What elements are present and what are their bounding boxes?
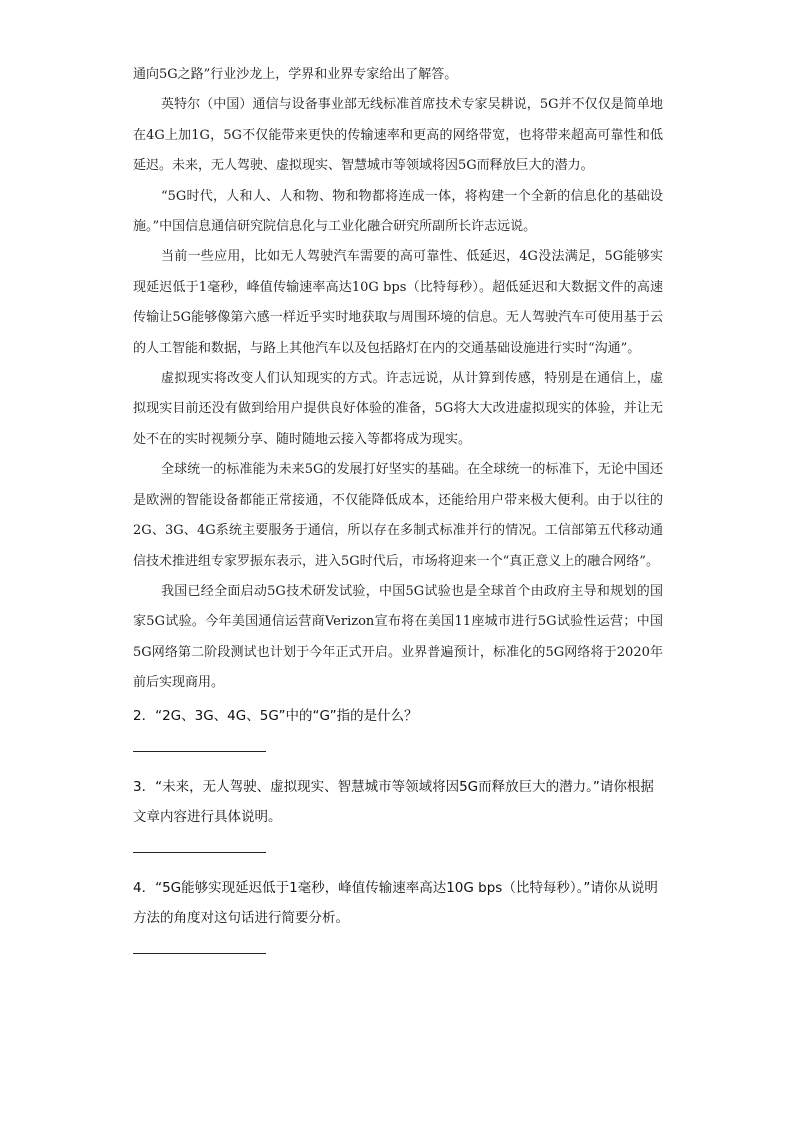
passage-paragraph-2: 英特尔（中国）通信与设备事业部无线标准首席技术专家吴耕说，5G并不仅仅是简单地在4G上加1G，5G不仅能带来更快的传输速率和更高的网络带宽，也将带来超高可靠性和低延迟。未来，无人驾驶、虚拟现实、智慧城市等领域将因5G而释放巨大的潜力。 bbox=[133, 97, 663, 174]
passage-paragraph-5: 虚拟现实将改变人们认知现实的方式。许志远说，从计算到传感，特别是在通信上，虚拟现实目前还没有做到给用户提供良好体验的准备，5G将大大改进虚拟现实的体验，并让无处不在的实时视频分享、随时随地云接入等都将成为现实。 bbox=[133, 371, 663, 447]
passage-paragraph-6: 全球统一的标准能为未来5G的发展打好坚实的基础。在全球统一的标准下，无论中国还是欧洲的智能设备都能正常接通，不仅能降低成本，还能给用户带来极大便利。由于以往的2G、3G、4G系统主要服务于通信，所以存在多制式标准并行的情况。工信部第五代移动通信技术推进组专家罗振东表示，进入5G时代后，市场将迎来一个“真正意义上的融合网络”。 bbox=[133, 462, 663, 569]
answer-line-4[interactable] bbox=[133, 953, 266, 954]
passage-paragraph-4: 当前一些应用，比如无人驾驶汽车需要的高可靠性、低延迟，4G没法满足，5G能够实现延迟低于1毫秒，峰值传输速率高达10G bps（比特每秒）。超低延迟和大数据文件的高速传输让5G能够像第六感一样近乎实时地获取与周围环境的信息。无人驾驶汽车可使用基于云的人工智能和数据，与路上其他汽车以及包括路灯在内的交通基础设施进行实时“沟通”。 bbox=[133, 249, 663, 356]
passage-paragraph-7: 我国已经全面启动5G技术研发试验，中国5G试验也是全球首个由政府主导和规划的国家5G试验。今年美国通信运营商Verizon宣布将在美国11座城市进行5G试验性运营；中国5G网络第二阶段测试也计划于今年正式开启。业界普遍预计，标准化的5G网络将于2020年前后实现商用。 bbox=[133, 583, 663, 691]
passage-paragraph-1: 通向5G之路”行业沙龙上，学界和业界专家给出了解答。 bbox=[133, 67, 458, 82]
question-2: 2．“2G、3G、4G、5G”中的“G”指的是什么？ bbox=[133, 707, 418, 724]
passage-paragraph-3: “5G时代，人和人、人和物、物和物都将连成一体，将构建一个全新的信息化的基础设施。”中国信息通信研究院信息化与工业化融合研究所副所长许志远说。 bbox=[133, 188, 663, 235]
document-content bbox=[133, 60, 663, 974]
answer-line-3[interactable] bbox=[133, 852, 266, 853]
answer-line-2[interactable] bbox=[133, 751, 266, 752]
question-4: 4．“5G能够实现延迟低于1毫秒，峰值传输速率高达10G bps（比特每秒）。”请你从说明方法的角度对这句话进行简要分析。 bbox=[133, 879, 658, 926]
question-3: 3．“未来，无人驾驶、虚拟现实、智慧城市等领域将因5G而释放巨大的潜力。”请你根据文章内容进行具体说明。 bbox=[133, 778, 654, 825]
